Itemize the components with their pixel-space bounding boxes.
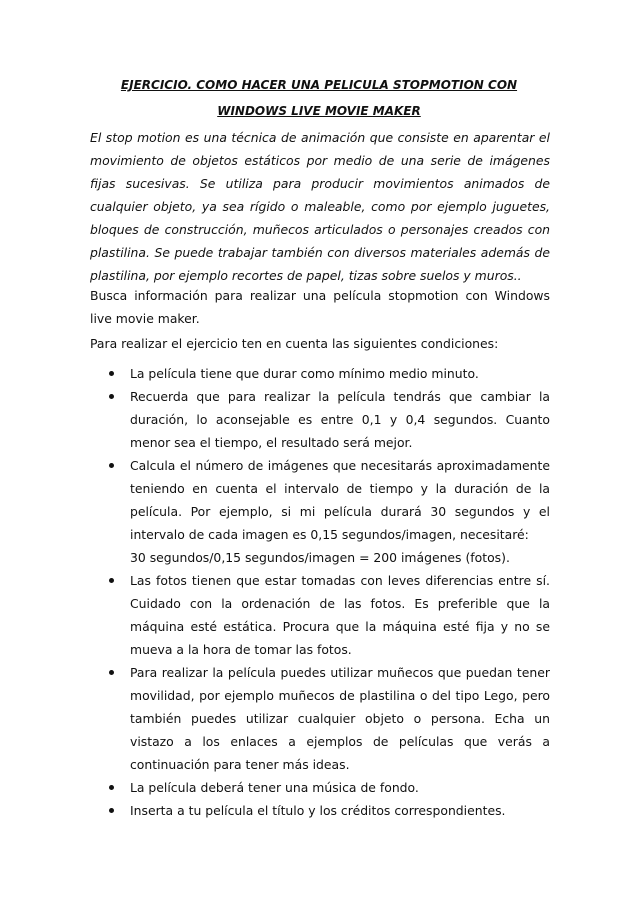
list-item: Inserta a tu película el título y los créditos correspondientes.	[90, 799, 550, 822]
bullet-icon	[109, 670, 114, 675]
list-item: Las fotos tienen que estar tomadas con leves diferencias entre sí. Cuidado con la ordenación de las fotos. Es preferible que la máquina esté estática. Procura que la máquina esté fija y no se mueva a la hora de tomar las fotos.	[90, 569, 550, 661]
bullet-icon	[109, 371, 114, 376]
conditions-intro: Para realizar el ejercicio ten en cuenta las siguientes condiciones:	[90, 336, 499, 351]
document-title	[90, 72, 548, 124]
title-line-2: WINDOWS LIVE MOVIE MAKER	[217, 104, 421, 118]
bullet-icon	[109, 578, 114, 583]
calculation-line: 30 segundos/0,15 segundos/imagen = 200 imágenes (fotos).	[130, 550, 510, 565]
search-paragraph: Busca información para realizar una película stopmotion con Windows live movie maker.	[90, 288, 550, 326]
bullet-icon	[109, 394, 114, 399]
title-line-1: EJERCICIO. COMO HACER UNA PELICULA STOPMOTION CON	[120, 78, 518, 92]
list-item: Para realizar la película puedes utilizar muñecos que puedan tener movilidad, por ejemplo muñecos de plastilina o del tipo Lego, pero también puedes utilizar cualquier objeto o persona. Echa un vistazo a los enlaces a ejemplos de películas que verás a continuación para tener más ideas.	[90, 661, 550, 776]
list-item: Calcula el número de imágenes que necesitarás aproximadamente teniendo en cuenta el intervalo de tiempo y la duración de la película. Por ejemplo, si mi película durará 30 segundos y el intervalo de cada imagen es 0,15 segundos/imagen, necesitaré: 30 segundos/0,15 segundos/imagen = 200 imágenes (fotos).	[90, 454, 550, 569]
list-item: La película tiene que durar como mínimo medio minuto.	[90, 362, 550, 385]
intro-paragraph: El stop motion es una técnica de animación que consiste en aparentar el movimiento de objetos estáticos por medio de una serie de imágenes fijas sucesivas. Se utiliza para producir movimientos animados de cualquier objeto, ya sea rígido o maleable, como por ejemplo juguetes, bloques de construcción, muñecos articulados o personajes creados con plastilina. Se puede trabajar también con diversos materiales además de plastilina, por ejemplo recortes de papel, tizas sobre suelos y muros..	[90, 130, 550, 283]
bullet-icon	[109, 808, 114, 813]
bullet-icon	[109, 463, 114, 468]
list-item: La película deberá tener una música de fondo.	[90, 776, 550, 799]
conditions-list	[90, 362, 550, 822]
bullet-icon	[109, 785, 114, 790]
list-item: Recuerda que para realizar la película tendrás que cambiar la duración, lo aconsejable es entre 0,1 y 0,4 segundos. Cuanto menor sea el tiempo, el resultado será mejor.	[90, 385, 550, 454]
